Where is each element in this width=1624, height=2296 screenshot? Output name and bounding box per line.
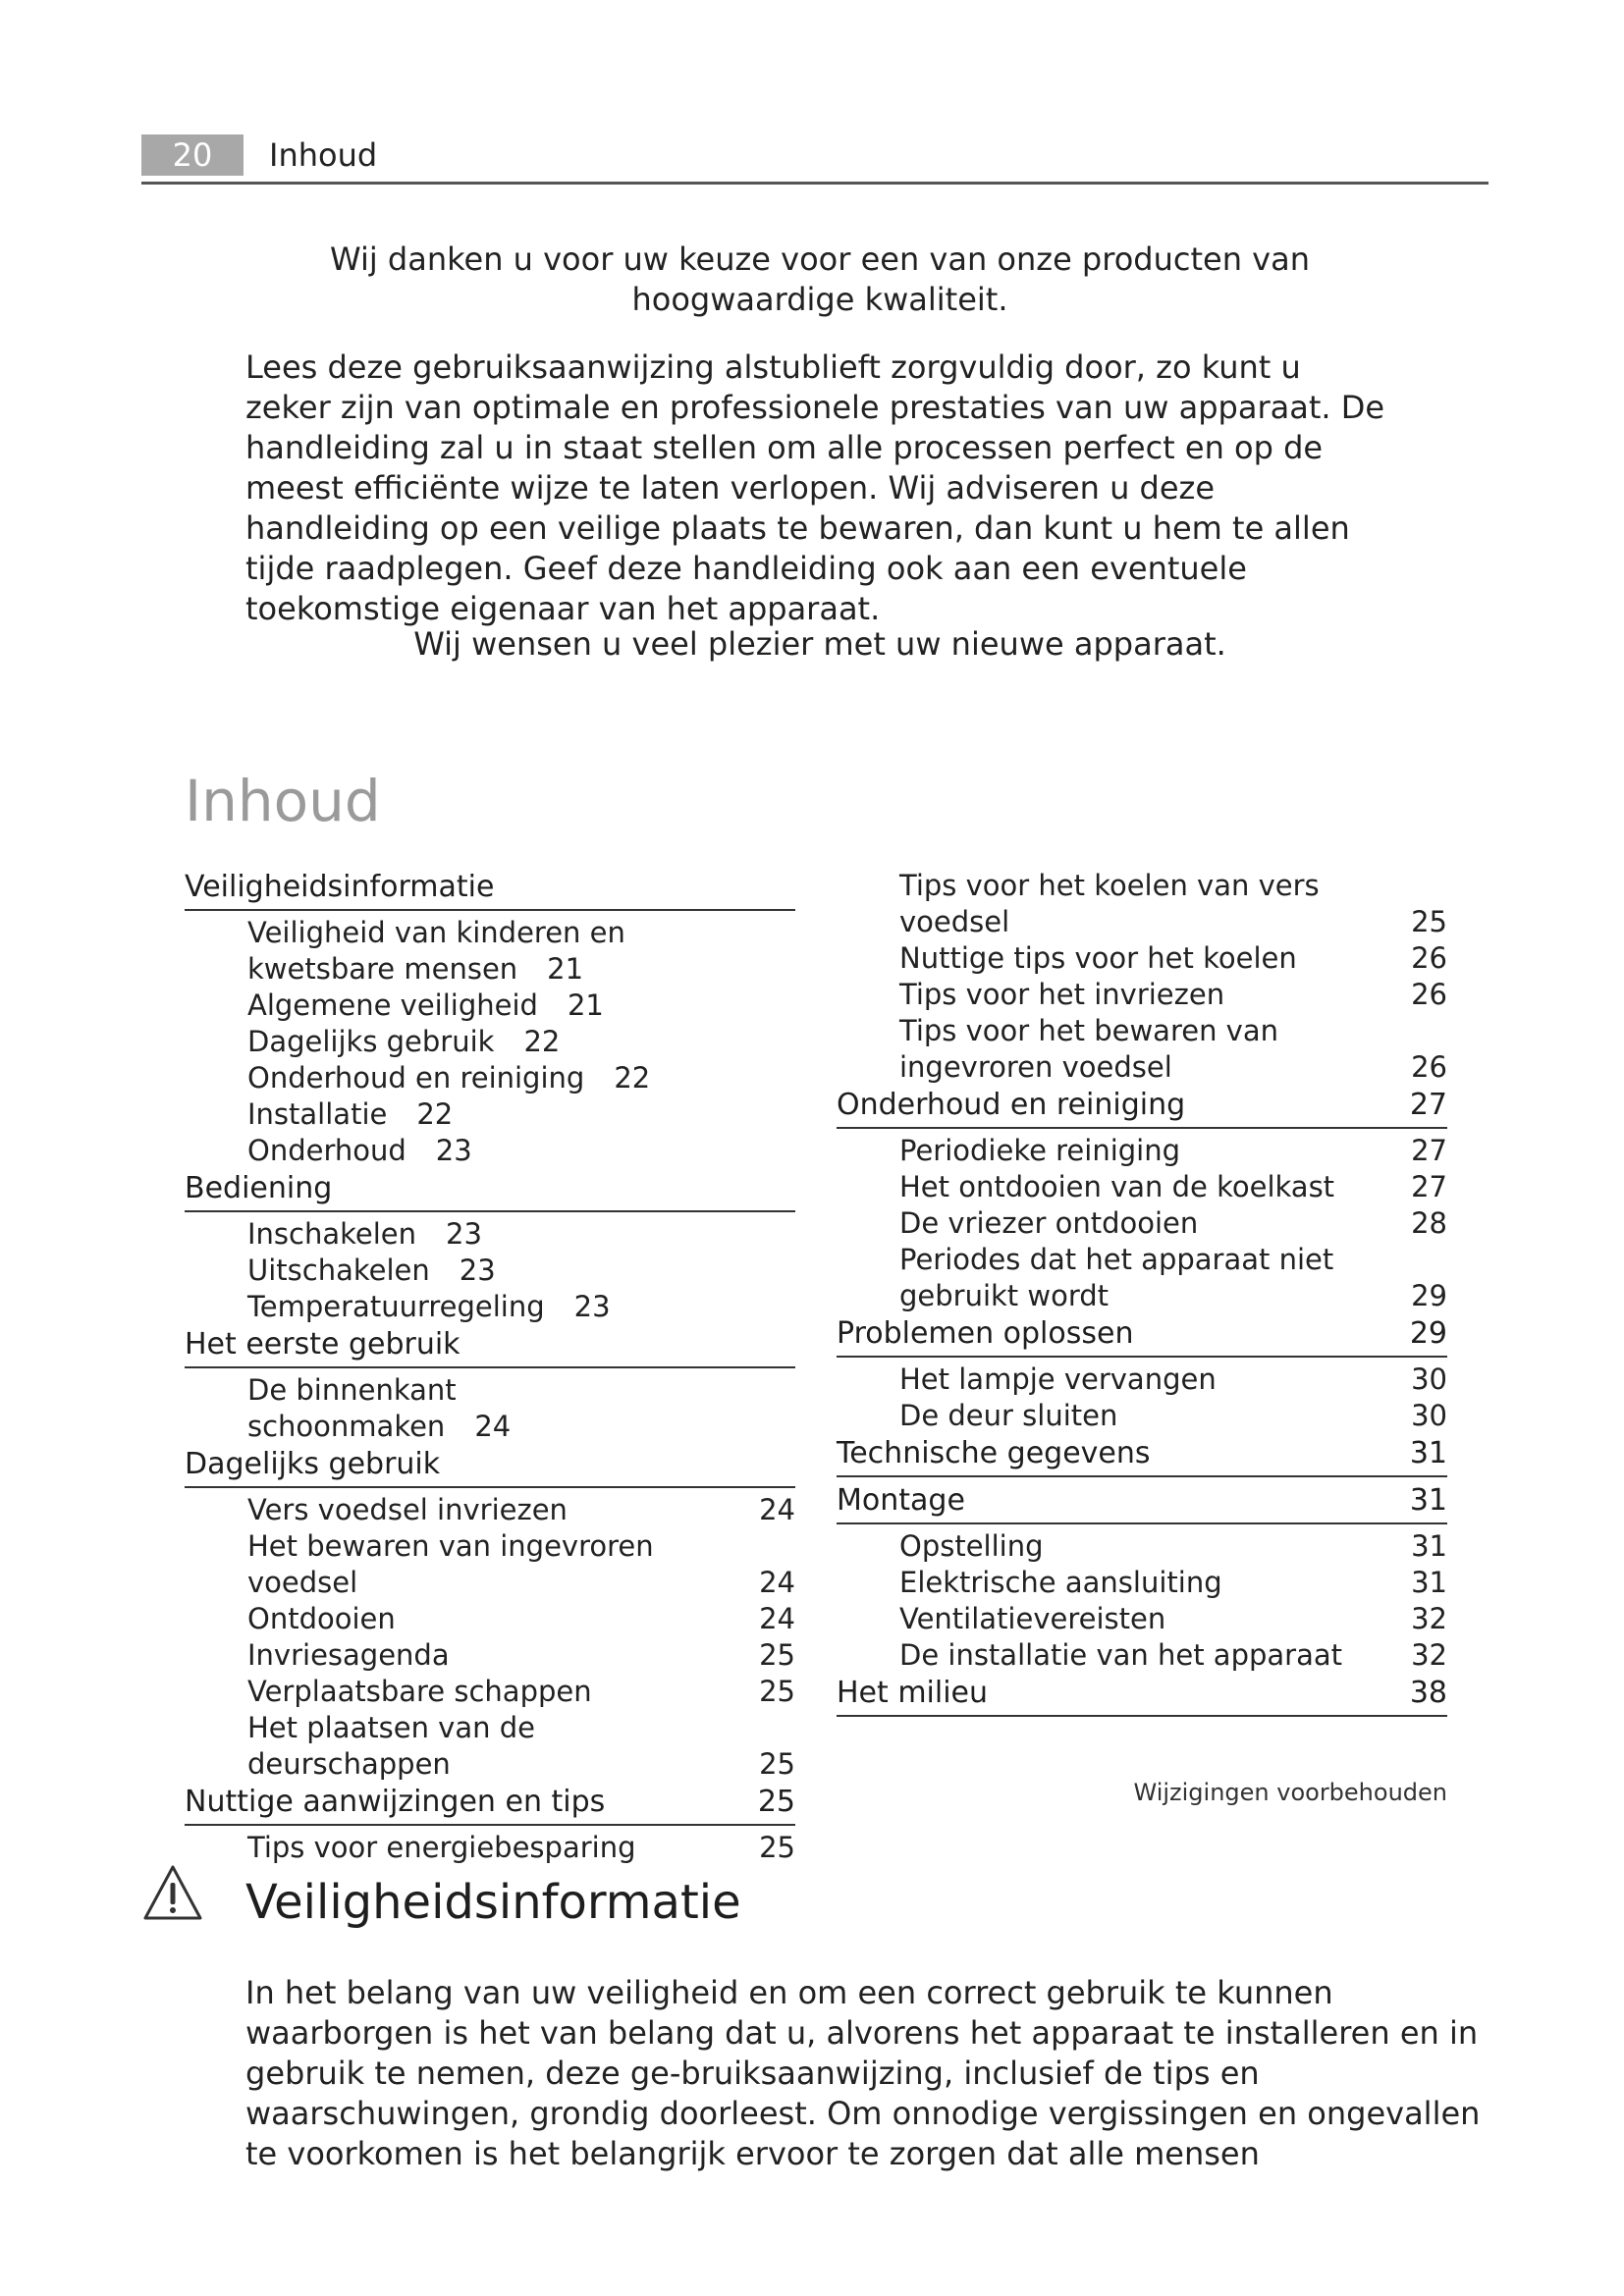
safety-title: Veiligheidsinformatie [245, 1875, 741, 1930]
toc-entry[interactable]: Vers voedsel invriezen 24 [247, 1493, 795, 1526]
intro-wish: Wij wensen u veel plezier met uw nieuwe apparaat. [413, 625, 1226, 663]
toc-entry[interactable]: Tips voor het invriezen 26 [899, 978, 1447, 1011]
toc-entry[interactable]: Periodieke reiniging 27 [899, 1134, 1447, 1167]
toc-entry[interactable]: Ventilatievereisten 32 [899, 1602, 1447, 1635]
toc-entry[interactable]: Temperatuurregeling 23 [247, 1290, 611, 1323]
toc-entry[interactable]: Tips voor het koelen van vers voedsel 25 [899, 869, 1447, 938]
toc-entry[interactable]: Het lampje vervangen 30 [899, 1362, 1447, 1396]
toc-entry[interactable]: Inschakelen 23 [247, 1217, 482, 1251]
toc-entry[interactable]: Onderhoud en reiniging 22 [247, 1061, 651, 1095]
toc-entry[interactable]: Het ontdooien van de koelkast 27 [899, 1170, 1447, 1203]
toc-entry[interactable]: Nuttige tips voor het koelen 26 [899, 941, 1447, 975]
toc-section[interactable]: Onderhoud en reiniging 27 [837, 1086, 1447, 1129]
toc-entry[interactable]: Verplaatsbare schappen 25 [247, 1675, 795, 1708]
toc-entry[interactable]: Elektrische aansluiting 31 [899, 1566, 1447, 1599]
warning-icon [141, 1863, 204, 1922]
toc-entry[interactable]: Opstelling 31 [899, 1529, 1447, 1563]
toc-entry[interactable]: Ontdooien 24 [247, 1602, 795, 1635]
toc-entry[interactable]: Dagelijks gebruik 22 [247, 1025, 561, 1058]
toc-entry[interactable]: De binnenkant schoonmaken 24 [247, 1373, 512, 1443]
toc-right-column [837, 868, 1447, 1721]
toc-section[interactable]: Problemen oplossen 29 [837, 1314, 1447, 1358]
intro-body: Lees deze gebruiksaanwijzing alstublieft zorgvuldig door, zo kunt u zeker zijn van optimale en professionele prestaties van uw apparaat. De handleiding zal u in staat stellen om alle processen perfect en op de meest efficiënte wijze te laten verlopen. Wij adviseren u deze handleiding op een veilige plaats te bewaren, dan kunt u hem te allen tijde raadplegen. Geef deze handleiding ook aan een eventuele toekomstige eigenaar van het apparaat. [245, 348, 1385, 627]
intro-thanks: Wij danken u voor uw keuze voor een van onze producten van hoogwaardige kwaliteit. [330, 240, 1310, 318]
toc-section[interactable]: Technische gegevens 31 [837, 1434, 1447, 1477]
toc-entry[interactable]: Invriesagenda 25 [247, 1638, 795, 1672]
toc-entry[interactable]: Installatie 22 [247, 1097, 454, 1131]
toc-section[interactable]: Bediening [185, 1169, 795, 1212]
toc-entry[interactable]: Het plaatsen van de deurschappen 25 [247, 1711, 795, 1781]
toc-section[interactable]: Veiligheidsinformatie [185, 868, 795, 911]
page-number: 20 [141, 134, 244, 176]
toc-entry[interactable]: De vriezer ontdooien 28 [899, 1206, 1447, 1240]
toc-entry[interactable]: Veiligheid van kinderen en kwetsbare mensen 21 [247, 916, 625, 986]
toc-entry[interactable]: Periodes dat het apparaat niet gebruikt wordt 29 [899, 1243, 1447, 1312]
toc-entry[interactable]: De installatie van het apparaat 32 [899, 1638, 1447, 1672]
toc-section[interactable]: Het eerste gebruik [185, 1325, 795, 1368]
toc-entry[interactable]: Tips voor energiebesparing 25 [247, 1831, 795, 1864]
toc-title: Inhoud [185, 768, 381, 834]
toc-section[interactable]: Het milieu 38 [837, 1674, 1447, 1717]
toc-left-column [185, 868, 795, 1866]
toc-entry[interactable]: Uitschakelen 23 [247, 1254, 496, 1287]
footer-note: Wijzigingen voorbehouden [1133, 1779, 1447, 1806]
toc-section[interactable]: Dagelijks gebruik [185, 1445, 795, 1488]
toc-entry[interactable]: De deur sluiten 30 [899, 1399, 1447, 1432]
toc-entry[interactable]: Het bewaren van ingevroren voedsel 24 [247, 1529, 795, 1599]
toc-entry[interactable]: Onderhoud 23 [247, 1134, 472, 1167]
page-header [141, 134, 1489, 185]
toc-section[interactable]: Nuttige aanwijzingen en tips 25 [185, 1783, 795, 1826]
toc-entry[interactable]: Tips voor het bewaren van ingevroren voedsel 26 [899, 1014, 1447, 1084]
toc-section[interactable]: Montage 31 [837, 1481, 1447, 1524]
header-title: Inhoud [269, 136, 378, 174]
safety-body: In het belang van uw veiligheid en om een correct gebruik te kunnen waarborgen is het van belang dat u, alvorens het apparaat te installeren en in gebruik te nemen, deze ge-bruiksaanwijzing, inclusief de tips en waarschuwingen, grondig doorleest. Om onnodige vergissingen en ongevallen te voorkomen is het belangrijk ervoor te zorgen dat alle mensen [245, 1974, 1481, 2172]
toc-entry[interactable]: Algemene veiligheid 21 [247, 988, 604, 1022]
